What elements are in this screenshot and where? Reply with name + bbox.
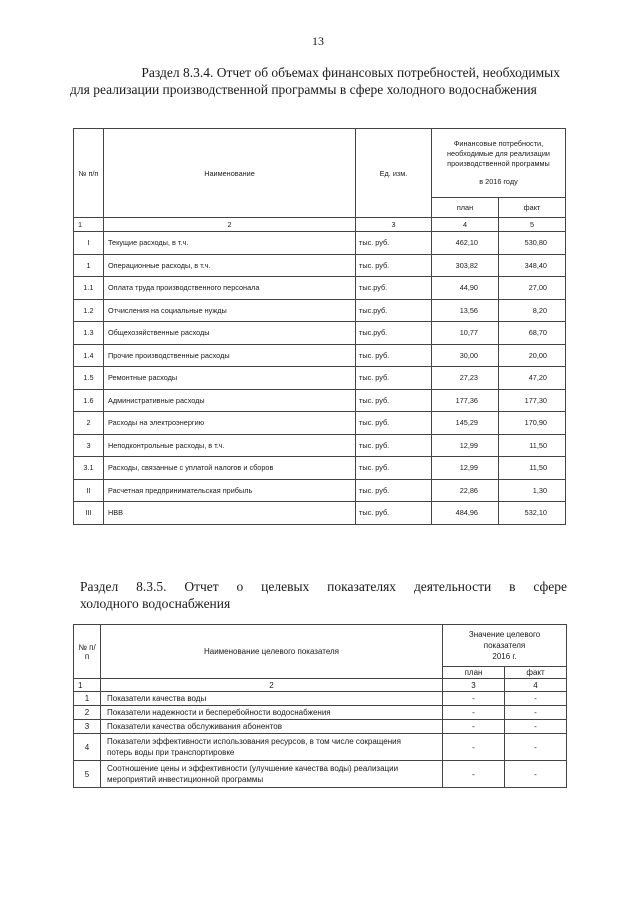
header-value-line2: показателя: [483, 641, 526, 650]
row-num: 2: [74, 412, 104, 435]
table-row: [74, 692, 567, 706]
header-value-line1: Значение целевого: [468, 630, 541, 639]
section-8-3-4-title-line1: Раздел 8.3.4. Отчет об объемах финансовых потребностей, необходимых: [141, 65, 560, 80]
row-fact: 11,50: [499, 434, 566, 457]
row-fact: 177,30: [499, 389, 566, 412]
row-fact: 530,80: [499, 232, 566, 255]
row-unit: тыс.руб.: [356, 322, 432, 345]
row-plan: 177,36: [432, 389, 499, 412]
row-plan: 12,99: [432, 434, 499, 457]
row-plan: 10,77: [432, 322, 499, 345]
header-unit: Ед. изм.: [356, 129, 432, 218]
table-row: [74, 502, 566, 525]
row-fact: 27,00: [499, 277, 566, 300]
row-name: Текущие расходы, в т.ч.: [104, 232, 356, 255]
row-num: 3: [74, 434, 104, 457]
row-plan: -: [443, 734, 505, 761]
table-row: [74, 734, 567, 761]
row-name: Неподконтрольные расходы, в т.ч.: [104, 434, 356, 457]
row-name: [101, 761, 443, 788]
row-fact: 11,50: [499, 457, 566, 480]
row-unit: тыс. руб.: [356, 502, 432, 525]
row-plan: 145,29: [432, 412, 499, 435]
row-fact: 1,30: [499, 479, 566, 502]
table-row: [74, 344, 566, 367]
row-name: Показатели качества воды: [101, 692, 443, 706]
row-name: Показатели надежности и бесперебойности водоснабжения: [101, 706, 443, 720]
target-indicators-table: [73, 624, 567, 788]
row-name: Оплата труда производственного персонала: [104, 277, 356, 300]
row-num: 4: [74, 734, 101, 761]
row-name: Ремонтные расходы: [104, 367, 356, 390]
section-8-3-4-title: [70, 64, 560, 98]
header-fact: факт: [505, 667, 567, 679]
row-fact: -: [505, 761, 567, 788]
table-row: [74, 720, 567, 734]
row-unit: тыс. руб.: [356, 389, 432, 412]
row-plan: 22,86: [432, 479, 499, 502]
row-fact: 348,40: [499, 254, 566, 277]
row-name-line2: мероприятий инвестиционной программы: [107, 775, 264, 784]
table-row: [74, 434, 566, 457]
index-cell: 3: [356, 218, 432, 232]
row-plan: 12,99: [432, 457, 499, 480]
table-row: [74, 389, 566, 412]
table-row: [74, 479, 566, 502]
row-unit: тыс. руб.: [356, 479, 432, 502]
row-unit: тыс. руб.: [356, 254, 432, 277]
section-8-3-5-title: [80, 578, 567, 612]
index-cell: 2: [101, 679, 443, 692]
index-cell: 1: [74, 679, 101, 692]
header-num: № п/п: [74, 129, 104, 218]
header-plan: план: [432, 198, 499, 218]
row-unit: тыс. руб.: [356, 412, 432, 435]
table-row: [74, 299, 566, 322]
row-name: Операционные расходы, в т.ч.: [104, 254, 356, 277]
row-num: 1.6: [74, 389, 104, 412]
row-name-line2: потерь воды при транспортировке: [107, 748, 235, 757]
row-num: II: [74, 479, 104, 502]
table-row: [74, 277, 566, 300]
row-fact: 170,90: [499, 412, 566, 435]
row-unit: тыс.руб.: [356, 299, 432, 322]
row-num: 1.3: [74, 322, 104, 345]
row-num: 3: [74, 720, 101, 734]
financial-needs-table: [73, 128, 566, 525]
row-plan: 484,96: [432, 502, 499, 525]
row-unit: тыс. руб.: [356, 457, 432, 480]
row-num: 1.5: [74, 367, 104, 390]
row-name: Показатели качества обслуживания абонентов: [101, 720, 443, 734]
table-row: [74, 412, 566, 435]
row-unit: тыс. руб.: [356, 344, 432, 367]
row-name: [101, 734, 443, 761]
row-name: Административные расходы: [104, 389, 356, 412]
row-name-line1: Соотношение цены и эффективности (улучшение качества воды) реализации: [107, 764, 399, 773]
row-num: III: [74, 502, 104, 525]
header-plan: план: [443, 667, 505, 679]
row-unit: тыс. руб.: [356, 232, 432, 255]
row-num: I: [74, 232, 104, 255]
row-name: НВВ: [104, 502, 356, 525]
row-fact: 532,10: [499, 502, 566, 525]
row-unit: тыс. руб.: [356, 367, 432, 390]
row-fact: 20,00: [499, 344, 566, 367]
index-cell: 5: [499, 218, 566, 232]
row-fact: 68,70: [499, 322, 566, 345]
row-num: 1.1: [74, 277, 104, 300]
row-unit: тыс.руб.: [356, 277, 432, 300]
row-plan: 462,10: [432, 232, 499, 255]
row-num: 1.2: [74, 299, 104, 322]
row-fact: 47,20: [499, 367, 566, 390]
header-financial-needs: [432, 129, 566, 198]
index-cell: 3: [443, 679, 505, 692]
row-num: 3.1: [74, 457, 104, 480]
row-name: Отчисления на социальные нужды: [104, 299, 356, 322]
index-cell: 2: [104, 218, 356, 232]
row-fact: -: [505, 734, 567, 761]
header-name: Наименование: [104, 129, 356, 218]
header-needs-line3: производственной программы: [447, 159, 550, 168]
header-value-year: 2016 г.: [492, 652, 517, 661]
row-plan: 13,56: [432, 299, 499, 322]
row-num: 5: [74, 761, 101, 788]
index-cell: 4: [505, 679, 567, 692]
header-needs-year: в 2016 году: [479, 177, 518, 186]
row-plan: 303,82: [432, 254, 499, 277]
header-target-value: [443, 625, 567, 667]
section-8-3-4-title-line2: для реализации производственной программы в сфере холодного водоснабжения: [70, 82, 537, 97]
row-plan: 30,00: [432, 344, 499, 367]
row-num: 1.4: [74, 344, 104, 367]
row-plan: -: [443, 761, 505, 788]
row-fact: 8,20: [499, 299, 566, 322]
row-fact: -: [505, 720, 567, 734]
row-name-line1: Показатели эффективности использования ресурсов, в том числе сокращения: [107, 737, 401, 746]
table-row: [74, 232, 566, 255]
row-fact: -: [505, 706, 567, 720]
section-8-3-5-title-line2: холодного водоснабжения: [80, 596, 231, 611]
row-name: Расходы, связанные с уплатой налогов и сборов: [104, 457, 356, 480]
row-plan: -: [443, 706, 505, 720]
row-num: 1: [74, 254, 104, 277]
section-8-3-5-title-line1: Раздел 8.3.5. Отчет о целевых показателях деятельности в сфере: [80, 579, 567, 594]
row-fact: -: [505, 692, 567, 706]
table-row: [74, 706, 567, 720]
row-num: 2: [74, 706, 101, 720]
header-needs-line2: необходимые для реализации: [447, 149, 550, 158]
table-row: [74, 367, 566, 390]
header-num: № п/п: [74, 625, 101, 679]
table-row: [74, 322, 566, 345]
header-needs-line1: Финансовые потребности,: [453, 139, 544, 148]
row-plan: 44,90: [432, 277, 499, 300]
row-plan: -: [443, 720, 505, 734]
row-name: Прочие производственные расходы: [104, 344, 356, 367]
row-plan: -: [443, 692, 505, 706]
table-row: [74, 254, 566, 277]
page-number: 13: [312, 34, 324, 48]
header-indicator-name: Наименование целевого показателя: [101, 625, 443, 679]
table-row: [74, 457, 566, 480]
header-fact: факт: [499, 198, 566, 218]
row-name: Расходы на электроэнергию: [104, 412, 356, 435]
index-cell: 1: [74, 218, 104, 232]
row-num: 1: [74, 692, 101, 706]
row-name: Общехозяйственные расходы: [104, 322, 356, 345]
table-row: [74, 761, 567, 788]
index-cell: 4: [432, 218, 499, 232]
row-plan: 27,23: [432, 367, 499, 390]
row-unit: тыс. руб.: [356, 434, 432, 457]
row-name: Расчетная предпринимательская прибыль: [104, 479, 356, 502]
